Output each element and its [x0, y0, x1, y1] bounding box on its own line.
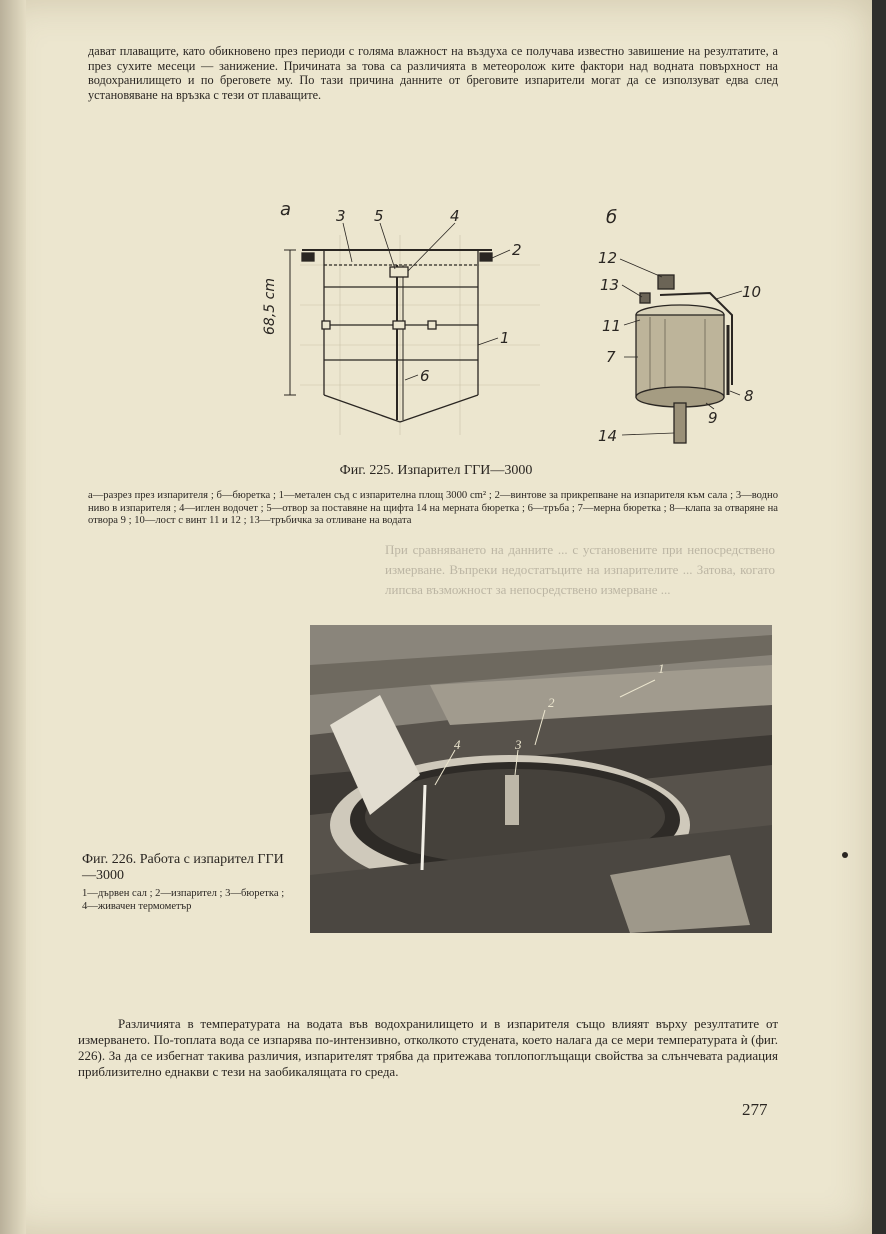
part-label-10: 10 — [742, 283, 762, 301]
page-gutter — [0, 0, 26, 1234]
label-b: б — [606, 207, 618, 228]
part-label-14: 14 — [598, 427, 618, 445]
figure-226-legend: 1—дървен сал ; 2—изпарител ; 3—бюретка ; 4—живачен термометър — [82, 888, 285, 912]
top-paragraph: дават плаващите, като обикновено през периоди с голяма влажност на въздуха се получава известно завишение на резултатите, а през сухите месеци — занижение. Причината за това са различията в метеоролож ките фактори над водната повърхност на водохранилището и по бреговете му. По тази причина данните от бреговите изпарители могат да се използуват едва след установяване на връзка с тези от плаващите. — [88, 44, 778, 102]
part-label-4: 4 — [450, 207, 460, 225]
photo-label-3: 3 — [515, 737, 522, 752]
part-label-11: 11 — [602, 317, 622, 335]
part-label-8: 8 — [744, 387, 754, 405]
figure-226-caption: Фиг. 226. Работа с изпарител ГГИ—3000 — [82, 852, 284, 883]
figure-225-drawing — [240, 195, 800, 460]
page-number: 277 — [742, 1100, 768, 1119]
dimension-label: 68,5 cm — [262, 278, 278, 335]
part-label-5: 5 — [374, 207, 384, 225]
photo-label-2: 2 — [548, 695, 555, 710]
part-label-6: 6 — [420, 367, 430, 385]
label-a: а — [280, 199, 292, 220]
photo-drawing — [310, 625, 772, 933]
part-label-9: 9 — [708, 409, 718, 427]
margin-dot — [842, 852, 848, 858]
photo-label-4: 4 — [454, 737, 461, 752]
part-label-1: 1 — [500, 329, 510, 347]
figure-226-photo — [310, 625, 772, 933]
part-label-13: 13 — [600, 276, 620, 294]
burette-b — [620, 259, 742, 443]
figure-225-legend: а—разрез през изпарителя ; б—бюретка ; 1—метален съд с изпарителна площ 3000 cm² ; 2—винтове за прикрепване на изпарителя към сала ; 3—водно ниво в изпарителя ; 4—иглен водочет ; 5—отвор за поставяне на щифта 14 на мерната бюретка ; 6—тръба ; 7—мерна бюретка ; 8—клапа за отваряне на отвора 9 ; 10—лост с винт 11 и 12 ; 13—тръбичка за отливане на водата — [88, 490, 778, 527]
part-label-12: 12 — [598, 249, 618, 267]
figure-225-caption: Фиг. 225. Изпарител ГГИ—3000 — [339, 463, 533, 478]
part-label-7: 7 — [606, 348, 616, 366]
photo-label-1: 1 — [658, 661, 665, 676]
bottom-paragraph: Различията в температурата на водата във водохранилището и в изпарителя също влияят върху резултатите от измерването. По-топлата вода се изпарява по-интензивно, отколкото студената, което налага да се мери температурата ѝ (фиг. 226). За да се избегнат такива различия, изпарителят трябва да притежава топлопоглъщащи свойства за слънчевата радиация приблизително еднакви с тези на заобикалящата го среда. — [78, 1016, 778, 1079]
bleed-through-text: При сравняването на данните ... с установените при непосредствено измерване. Въпреки недостатъците на изпарителите ... Затова, когато липсва възможност за непосредствено измерване ... — [385, 542, 775, 597]
part-label-2: 2 — [512, 241, 522, 259]
cross-section-a — [284, 223, 510, 422]
scan-edge — [872, 0, 886, 1234]
evaporator-diagram — [240, 195, 800, 460]
part-label-3: 3 — [336, 207, 346, 225]
